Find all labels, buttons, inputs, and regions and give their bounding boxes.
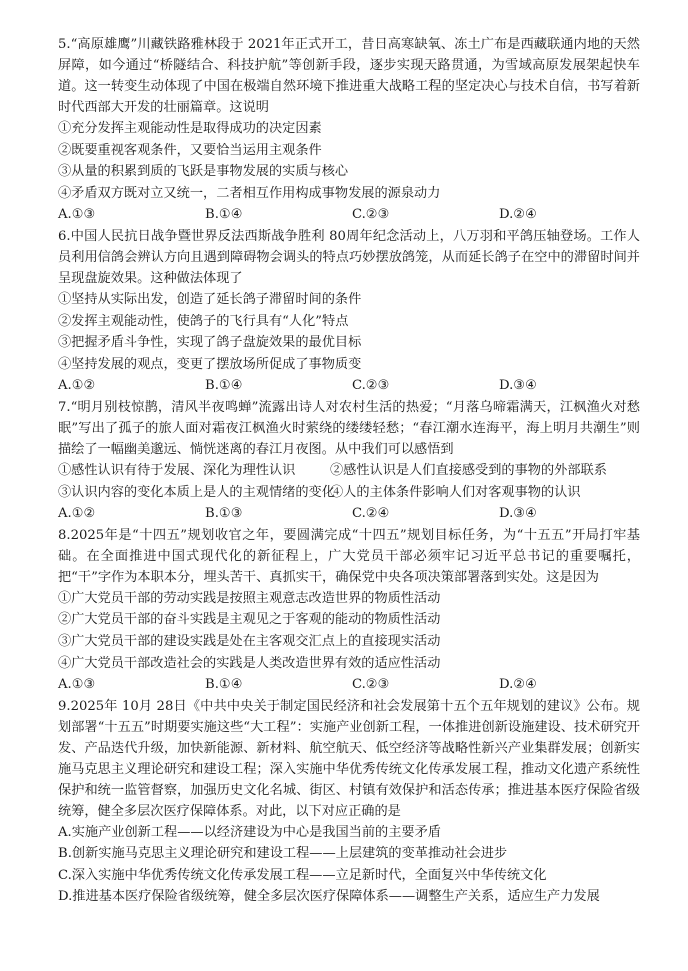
choice-a[interactable]: A.①③ <box>58 677 96 693</box>
question-7 <box>58 397 640 525</box>
choice-a[interactable]: A.①② <box>58 378 96 394</box>
choice-c[interactable]: C.②③ <box>352 677 390 693</box>
statement-row <box>58 460 640 482</box>
question-stem: 9.2025年 10月 28日《中共中央关于制定国民经济和社会发展第十五个五年规划的建议》公布。规划部署“十五五”时期要实施这些“大工程”：实施产业创新工程，一体推进创新设施建设、技术研究开发、产品迭代升级，加快新能源、新材料、航空航天、低空经济等战略性新兴产业集群发展；创新实施马克思主义理论研究和建设工程；深入实施中华优秀传统文化传承发展工程，推动文化遗产系统性保护和统一监管督察，加强历史文化名城、街区、村镇有效保护和活态传承；推进基本医疗保险省级统筹，健全多层次医疗保障体系。对此，以下对应正确的是 <box>58 698 640 819</box>
statement: ④广大党员干部改造社会的实践是人类改造世界有效的适应性活动 <box>58 655 441 671</box>
choice-b[interactable]: B.①④ <box>205 207 243 223</box>
statement: ②既要重视客观条件，又要恰当运用主观条件 <box>58 142 322 158</box>
statement: ①充分发挥主观能动性是取得成功的决定因素 <box>58 121 322 136</box>
statement: ②广大党员干部的奋斗实践是主观见之于客观的能动的物质性活动 <box>58 612 441 628</box>
choice-c[interactable]: C.②③ <box>352 378 390 394</box>
statement: ④人的主体条件影响人们对客观事物的认识 <box>330 484 581 500</box>
question-5 <box>58 34 640 226</box>
choice-c[interactable]: C.②④ <box>352 506 390 522</box>
statement: ③把握矛盾斗争性，实现了鸽子盘旋效果的最优目标 <box>58 335 362 351</box>
choice-d[interactable]: D.③④ <box>499 506 537 522</box>
choice-d[interactable]: D.③④ <box>499 378 537 394</box>
answer-choices <box>58 503 640 525</box>
statement: ①广大党员干部的劳动实践是按照主观意志改造世界的物质性活动 <box>58 590 441 606</box>
question-stem: 5.“高原雄鹰”川藏铁路雅林段于 2021年正式开工，昔日高寒缺氧、冻土广布是西藏联通内地的天然屏障，如今通过“桥隧结合、科技护航”等创新手段，逐步实现天路贯通，为雪域高原发展架起快车道。这一转变生动体现了中国在极端自然环境下推进重大战略工程的坚定决心与技术自信，书写着新时代西部大开发的壮丽篇章。这说明 <box>58 37 640 115</box>
question-8 <box>58 525 640 696</box>
statement: ②感性认识是人们直接感受到的事物的外部联系 <box>330 462 607 478</box>
statement: ③从量的积累到质的飞跃是事物发展的实质与核心 <box>58 164 349 180</box>
choice-d[interactable]: D.推进基本医疗保险省级统筹，健全多层次医疗保障体系——调整生产关系，适应生产力发展 <box>58 889 600 905</box>
answer-choices <box>58 204 640 226</box>
statement: ③认识内容的变化本质上是人的主观情绪的变化 <box>58 484 335 500</box>
statement-row <box>58 482 640 504</box>
choice-c[interactable]: C.②③ <box>352 207 390 223</box>
statement: ①坚持从实际出发，创造了延长鸽子滞留时间的条件 <box>58 291 362 307</box>
choice-d[interactable]: D.②④ <box>499 677 537 693</box>
question-6 <box>58 226 640 397</box>
question-stem: 8.2025年是“十四五”规划收官之年，要圆满完成“十四五”规划目标任务，为“十五五”开局打牢基础。在全面推进中国式现代化的新征程上，广大党员干部必须牢记习近平总书记的重要嘱托，把“干”字作为本职本分，埋头苦干、真抓实干，确保党中央各项决策部署落到实处。这是因为 <box>58 527 640 585</box>
choice-b[interactable]: B.①③ <box>205 506 243 522</box>
choice-a[interactable]: A.①② <box>58 506 96 522</box>
choice-c[interactable]: C.深入实施中华优秀传统文化传承发展工程——立足新时代，全面复兴中华传统文化 <box>58 867 547 883</box>
answer-choices <box>58 674 640 696</box>
answer-choices <box>58 375 640 397</box>
choice-b[interactable]: B.创新实施马克思主义理论研究和建设工程——上层建筑的变革推动社会进步 <box>58 846 508 862</box>
statement: ④坚持发展的观点，变更了摆放场所促成了事物质变 <box>58 356 362 372</box>
question-stem: 7.“明月别枝惊鹊，清风半夜鸣蝉”流露出诗人对农村生活的热爱；“月落乌啼霜满天，江枫渔火对愁眠”写出了孤子的旅人面对霜夜江枫渔火时萦绕的缕缕轻愁；“春江潮水连海平，海上明月共潮生”则描绘了一幅幽美邈远、惝恍迷离的春江月夜图。从中我们可以感悟到 <box>58 399 640 457</box>
statement: ③广大党员干部的建设实践是处在主客观交汇点上的直接现实活动 <box>58 633 441 649</box>
choice-a[interactable]: A.实施产业创新工程——以经济建设为中心是我国当前的主要矛盾 <box>58 824 441 840</box>
statement: ②发挥主观能动性，使鸽子的飞行具有“人化”特点 <box>58 313 349 329</box>
choice-b[interactable]: B.①④ <box>205 378 243 394</box>
statement: ①感性认识有待于发展、深化为理性认识 <box>58 462 296 478</box>
choice-d[interactable]: D.②④ <box>499 207 537 223</box>
question-9 <box>58 696 640 908</box>
choice-b[interactable]: B.①④ <box>205 677 243 693</box>
question-stem: 6.中国人民抗日战争暨世界反法西斯战争胜利 80周年纪念活动上，八万羽和平鸽压轴登场。工作人员利用信鸽会辨认方向且遇到障碍物会调头的特点巧妙摆放鸽笼，从而延长鸽子在空中的滞留时间并呈现盘旋效果。这种做法体现了 <box>58 228 640 286</box>
choice-a[interactable]: A.①③ <box>58 207 96 223</box>
statement: ④矛盾双方既对立又统一，二者相互作用构成事物发展的源泉动力 <box>58 185 441 201</box>
